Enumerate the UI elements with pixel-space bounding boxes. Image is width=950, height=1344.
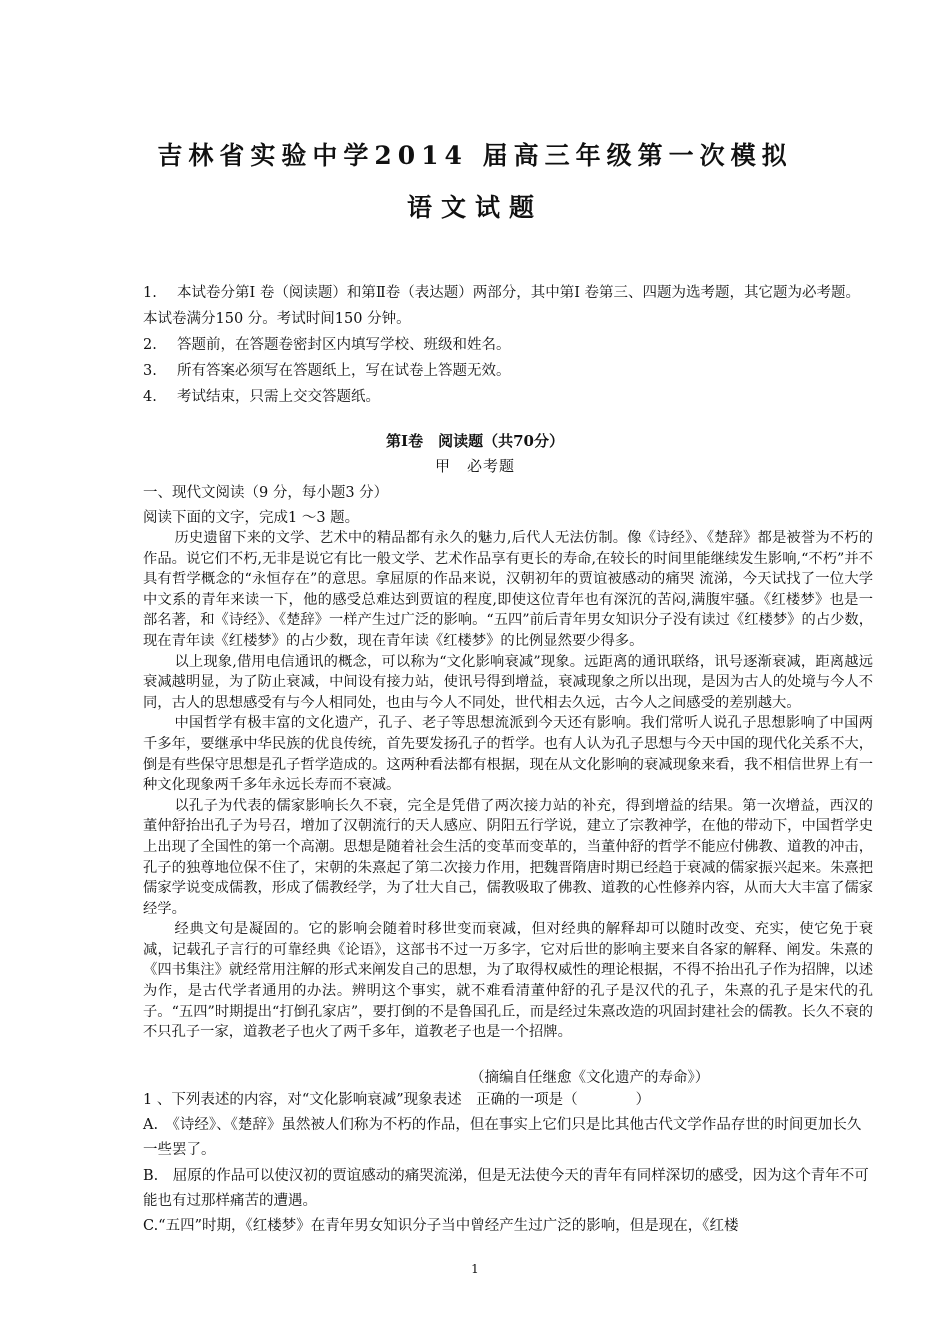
reading-instruction: 阅读下面的文字，完成1 ～3 题。 — [143, 510, 360, 526]
page-number: 1 — [471, 1262, 479, 1276]
exam-title: 吉林省实验中学2014 届高三年级第一次模拟 — [157, 141, 793, 170]
question-stem: 1 、下列表述的内容，对“文化影响衰减”现象表述 正确的一项是（ ） — [143, 1092, 651, 1108]
note-item — [143, 332, 873, 358]
note-number: 2. — [143, 337, 157, 353]
passage-paragraph: 以上现象,借用电信通讯的概念，可以称为“文化影响衰减”现象。远距离的通讯联络，讯号逐渐衰减，距离越远衰减越明显，为了防止衰减，中间设有接力站，使讯号得到增益，衰减现象之所以出现，是因为古人的处境与今人不同，古人的思想感受有与今人相同处，也由与今人不同处，世代相去久远，古今人之间感受的差别越大。 — [143, 653, 873, 711]
passage-source: （摘编自任继愈《文化遗产的寿命》） — [470, 1070, 710, 1086]
passage-paragraph: 中国哲学有极丰富的文化遗产，孔子、老子等思想流派到今天还有影响。我们常听人说孔子思想影响了中国两千多年，要继承中华民族的优良传统，首先要发扬孔子的哲学。也有人认为孔子思想与今天中国的现代化关系不大，倒是有些保守思想是孔子哲学造成的。这两种看法都有根据，现在从文化影响的衰减现象来看，我不相信世界上有一种文化现象两千多年永远长寿而不衰减。 — [143, 715, 873, 794]
question-block — [143, 1088, 873, 1239]
passage-paragraph: 历史遗留下来的文学、艺术中的精品都有永久的魅力,后代人无法仿制。像《诗经》、《楚辞》都是被誉为不朽的作品。说它们不朽,无非是说它有比一般文学、艺术作品享有更长的寿命,在较长的时间里能继续发生影响,“不朽”并不具有哲学概念的“永恒存在”的意思。拿屈原的作品来说，汉朝初年的贾谊被感动的痛哭 流涕，今天试找了一位大学中文系的青年来读一下，他的感受总难达到贾谊的程度,即使这位青年也有深沉的苦闷,满腹牢骚。《红楼梦》也是一部名著，和《诗经》、《楚辞》一样产生过广泛的影响。“五四”前后青年男女知识分子没有读过《红楼梦》的占少数，现在青年读《红楼梦》的占少数，现在青年读《红楼梦》的比例显然要少得多。 — [143, 530, 873, 649]
part-heading: 一、现代文阅读（9 分，每小题3 分） — [143, 485, 389, 501]
note-number: 4. — [143, 389, 157, 405]
note-text: 答题前，在答题卷密封区内填写学校、班级和姓名。 — [177, 337, 511, 353]
note-text: 考试结束，只需上交交答题纸。 — [177, 389, 380, 405]
option-b: B. 屈原的作品可以使汉初的贾谊感动的痛哭流涕，但是无法使今天的青年有同样深切的感受，因为这个青年不可能也有过那样痛苦的遭遇。 — [143, 1167, 869, 1209]
section-subtitle: 甲 必考题 — [434, 457, 515, 475]
option-c: C.“五四”时期，《红楼梦》在青年男女知识分子当中曾经产生过广泛的影响，但是现在，《红楼 — [143, 1218, 739, 1235]
note-text: 本试卷分第Ⅰ 卷（阅读题）和第Ⅱ卷（表达题）两部分，其中第Ⅰ 卷第三、四题为选考题，其它题为必考题。本试卷满分150 分。考试时间150 分钟。 — [143, 285, 861, 327]
note-item — [143, 384, 873, 410]
section-title: 第Ⅰ卷 阅读题（共70分） — [386, 432, 564, 450]
passage-paragraph: 经典文句是凝固的。它的影响会随着时移世变而衰减，但对经典的解释却可以随时改变、充实，使它免于衰减，记载孔子言行的可靠经典《论语》，这部书不过一万多字，它对后世的影响主要来自各家的解释、阐发。朱熹的《四书集注》就经常用注解的形式来阐发自己的思想，为了取得权威性的理论根据，不得不抬出孔子作为招牌，以述为作，是古代学者通用的办法。辨明这个事实，就不难看清董仲舒的孔子是汉代的孔子，朱熹的孔子是宋代的孔子。“五四”时期提出“打倒孔家店”，要打倒的不是鲁国孔丘，而是经过朱熹改造的巩固封建社会的儒教。长久不衰的不只孔子一家，道教老子也火了两千多年，道教老子也是一个招牌。 — [143, 921, 873, 1041]
option-a: A. 《诗经》、《楚辞》虽然被人们称为不朽的作品，但在事实上它们只是比其他古代文学作品存世的时间更加长久一些罢了。 — [143, 1117, 862, 1159]
exam-subtitle: 语文试题 — [406, 193, 543, 222]
note-number: 1. — [143, 285, 157, 301]
note-text: 所有答案必须写在答题纸上，写在试卷上答题无效。 — [177, 363, 511, 379]
note-number: 3. — [143, 363, 157, 379]
exam-notes — [143, 280, 873, 410]
reading-passage — [143, 528, 873, 1043]
note-item — [143, 280, 873, 332]
passage-paragraph: 以孔子为代表的儒家影响长久不衰，完全是凭借了两次接力站的补充，得到增益的结果。第一次增益，西汉的董仲舒抬出孔子为号召，增加了汉朝流行的天人感应、阴阳五行学说，建立了宗教神学，在他的带动下，中国哲学史上出现了全国性的第一个高潮。思想是随着社会生活的变革而变革的，当董仲舒的哲学不能应付佛教、道教的冲击，孔子的独尊地位保不住了，宋朝的朱熹起了第二次接力作用，把魏晋隋唐时期已经趋于衰减的儒家振兴起来。朱熹把儒家学说变成儒教，形成了儒教经学，为了壮大自己，儒教吸取了佛教、道教的心性修养内容，从而大大丰富了儒家经学。 — [143, 797, 873, 917]
note-item — [143, 358, 873, 384]
